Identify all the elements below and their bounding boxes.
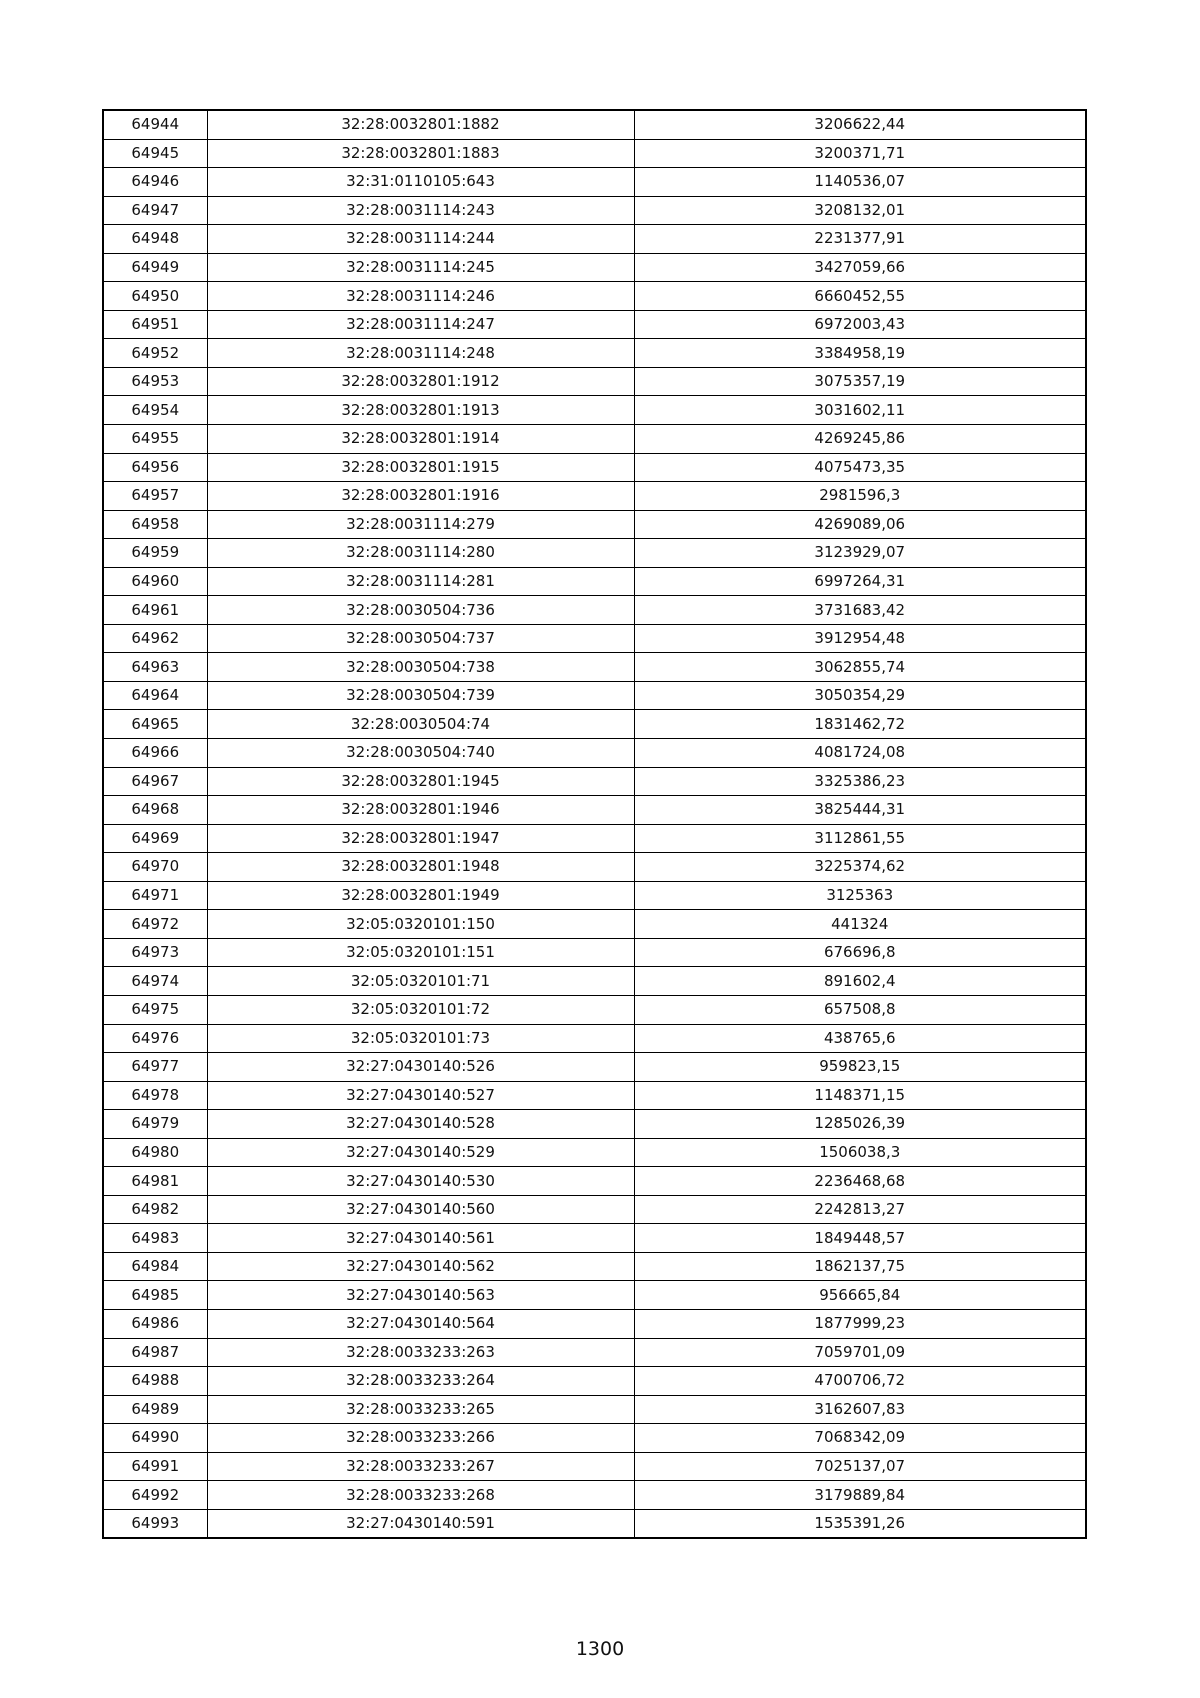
cadastral-number-cell: 32:28:0030504:74 <box>207 710 634 739</box>
row-number-cell: 64978 <box>103 1081 207 1110</box>
cadastral-value-cell: 3208132,01 <box>634 196 1086 225</box>
cadastral-number-cell: 32:28:0030504:740 <box>207 739 634 768</box>
table-row <box>103 596 1086 625</box>
row-number-cell: 64986 <box>103 1309 207 1338</box>
row-number-cell: 64990 <box>103 1424 207 1453</box>
cadastral-value-cell: 3325386,23 <box>634 767 1086 796</box>
row-number-cell: 64965 <box>103 710 207 739</box>
row-number-cell: 64963 <box>103 653 207 682</box>
cadastral-value-cell: 7059701,09 <box>634 1338 1086 1367</box>
row-number-cell: 64980 <box>103 1138 207 1167</box>
row-number-cell: 64979 <box>103 1110 207 1139</box>
cadastral-number-cell: 32:28:0030504:738 <box>207 653 634 682</box>
row-number-cell: 64970 <box>103 853 207 882</box>
table-row <box>103 110 1086 139</box>
cadastral-value-cell: 891602,4 <box>634 967 1086 996</box>
table-row <box>103 710 1086 739</box>
table-row <box>103 1053 1086 1082</box>
row-number-cell: 64981 <box>103 1167 207 1196</box>
row-number-cell: 64957 <box>103 482 207 511</box>
row-number-cell: 64991 <box>103 1452 207 1481</box>
row-number-cell: 64993 <box>103 1509 207 1538</box>
row-number-cell: 64987 <box>103 1338 207 1367</box>
cadastral-value-cell: 3112861,55 <box>634 824 1086 853</box>
cadastral-number-cell: 32:05:0320101:73 <box>207 1024 634 1053</box>
row-number-cell: 64977 <box>103 1053 207 1082</box>
cadastral-value-cell: 4269089,06 <box>634 510 1086 539</box>
cadastral-value-cell: 6972003,43 <box>634 310 1086 339</box>
table-row <box>103 510 1086 539</box>
cadastral-number-cell: 32:27:0430140:591 <box>207 1509 634 1538</box>
table-row <box>103 967 1086 996</box>
cadastral-value-cell: 1148371,15 <box>634 1081 1086 1110</box>
row-number-cell: 64971 <box>103 881 207 910</box>
table-row <box>103 196 1086 225</box>
cadastral-value-cell: 6997264,31 <box>634 567 1086 596</box>
cadastral-value-cell: 3912954,48 <box>634 624 1086 653</box>
cadastral-value-cell: 1140536,07 <box>634 168 1086 197</box>
cadastral-value-cell: 4081724,08 <box>634 739 1086 768</box>
cadastral-value-cell: 956665,84 <box>634 1281 1086 1310</box>
row-number-cell: 64961 <box>103 596 207 625</box>
row-number-cell: 64992 <box>103 1481 207 1510</box>
cadastral-value-cell: 4075473,35 <box>634 453 1086 482</box>
table-row <box>103 310 1086 339</box>
table-row <box>103 1195 1086 1224</box>
cadastral-number-cell: 32:28:0032801:1949 <box>207 881 634 910</box>
row-number-cell: 64968 <box>103 796 207 825</box>
table-row <box>103 624 1086 653</box>
cadastral-number-cell: 32:28:0032801:1883 <box>207 139 634 168</box>
table-row <box>103 453 1086 482</box>
row-number-cell: 64983 <box>103 1224 207 1253</box>
table-row <box>103 1081 1086 1110</box>
row-number-cell: 64947 <box>103 196 207 225</box>
table-row <box>103 282 1086 311</box>
row-number-cell: 64955 <box>103 425 207 454</box>
table-row <box>103 1224 1086 1253</box>
row-number-cell: 64960 <box>103 567 207 596</box>
cadastral-value-cell: 2236468,68 <box>634 1167 1086 1196</box>
row-number-cell: 64953 <box>103 367 207 396</box>
cadastral-number-cell: 32:27:0430140:563 <box>207 1281 634 1310</box>
cadastral-number-cell: 32:05:0320101:72 <box>207 995 634 1024</box>
table-row <box>103 653 1086 682</box>
cadastral-number-cell: 32:28:0030504:737 <box>207 624 634 653</box>
table-row <box>103 1367 1086 1396</box>
row-number-cell: 64967 <box>103 767 207 796</box>
row-number-cell: 64959 <box>103 539 207 568</box>
cadastral-number-cell: 32:31:0110105:643 <box>207 168 634 197</box>
cadastral-number-cell: 32:28:0032801:1948 <box>207 853 634 882</box>
table-row <box>103 1481 1086 1510</box>
cadastral-number-cell: 32:27:0430140:560 <box>207 1195 634 1224</box>
table-row <box>103 767 1086 796</box>
cadastral-number-cell: 32:28:0031114:248 <box>207 339 634 368</box>
cadastral-value-cell: 1862137,75 <box>634 1252 1086 1281</box>
cadastral-number-cell: 32:27:0430140:526 <box>207 1053 634 1082</box>
table-row <box>103 881 1086 910</box>
table-row <box>103 938 1086 967</box>
cadastral-number-cell: 32:28:0032801:1915 <box>207 453 634 482</box>
table-row <box>103 796 1086 825</box>
table-row <box>103 1138 1086 1167</box>
row-number-cell: 64954 <box>103 396 207 425</box>
cadastral-number-cell: 32:28:0030504:736 <box>207 596 634 625</box>
row-number-cell: 64944 <box>103 110 207 139</box>
table-row <box>103 1110 1086 1139</box>
cadastral-value-cell: 4269245,86 <box>634 425 1086 454</box>
cadastral-number-cell: 32:27:0430140:527 <box>207 1081 634 1110</box>
cadastral-value-cell: 438765,6 <box>634 1024 1086 1053</box>
table-row <box>103 910 1086 939</box>
cadastral-number-cell: 32:28:0033233:264 <box>207 1367 634 1396</box>
cadastral-number-cell: 32:28:0032801:1914 <box>207 425 634 454</box>
cadastral-value-cell: 441324 <box>634 910 1086 939</box>
row-number-cell: 64962 <box>103 624 207 653</box>
row-number-cell: 64958 <box>103 510 207 539</box>
table-row <box>103 995 1086 1024</box>
cadastral-value-cell: 3123929,07 <box>634 539 1086 568</box>
table-row <box>103 425 1086 454</box>
cadastral-value-cell: 3225374,62 <box>634 853 1086 882</box>
cadastral-number-cell: 32:28:0031114:246 <box>207 282 634 311</box>
table-row <box>103 539 1086 568</box>
row-number-cell: 64984 <box>103 1252 207 1281</box>
table-row <box>103 824 1086 853</box>
cadastral-number-cell: 32:28:0031114:281 <box>207 567 634 596</box>
cadastral-number-cell: 32:28:0032801:1912 <box>207 367 634 396</box>
cadastral-number-cell: 32:05:0320101:71 <box>207 967 634 996</box>
cadastral-number-cell: 32:28:0032801:1882 <box>207 110 634 139</box>
cadastral-number-cell: 32:28:0031114:280 <box>207 539 634 568</box>
cadastral-number-cell: 32:27:0430140:564 <box>207 1309 634 1338</box>
cadastral-number-cell: 32:05:0320101:150 <box>207 910 634 939</box>
table-row <box>103 1024 1086 1053</box>
cadastral-number-cell: 32:28:0031114:244 <box>207 225 634 254</box>
table-row <box>103 1309 1086 1338</box>
row-number-cell: 64975 <box>103 995 207 1024</box>
table-row <box>103 253 1086 282</box>
row-number-cell: 64950 <box>103 282 207 311</box>
cadastral-number-cell: 32:28:0031114:245 <box>207 253 634 282</box>
cadastral-number-cell: 32:28:0033233:265 <box>207 1395 634 1424</box>
cadastral-value-cell: 3731683,42 <box>634 596 1086 625</box>
table-row <box>103 225 1086 254</box>
row-number-cell: 64949 <box>103 253 207 282</box>
row-number-cell: 64969 <box>103 824 207 853</box>
cadastral-number-cell: 32:27:0430140:562 <box>207 1252 634 1281</box>
row-number-cell: 64946 <box>103 168 207 197</box>
table-row <box>103 567 1086 596</box>
table-row <box>103 139 1086 168</box>
cadastral-value-cell: 3050354,29 <box>634 681 1086 710</box>
table-body <box>103 110 1086 1538</box>
table-row <box>103 396 1086 425</box>
cadastral-value-cell: 657508,8 <box>634 995 1086 1024</box>
cadastral-number-cell: 32:27:0430140:530 <box>207 1167 634 1196</box>
cadastral-value-cell: 676696,8 <box>634 938 1086 967</box>
cadastral-value-table <box>102 109 1087 1539</box>
cadastral-value-cell: 4700706,72 <box>634 1367 1086 1396</box>
table-row <box>103 1509 1086 1538</box>
cadastral-number-cell: 32:28:0033233:263 <box>207 1338 634 1367</box>
cadastral-number-cell: 32:28:0031114:247 <box>207 310 634 339</box>
table-row <box>103 168 1086 197</box>
cadastral-number-cell: 32:27:0430140:529 <box>207 1138 634 1167</box>
cadastral-number-cell: 32:28:0033233:267 <box>207 1452 634 1481</box>
table-row <box>103 681 1086 710</box>
cadastral-value-cell: 3031602,11 <box>634 396 1086 425</box>
table-row <box>103 1167 1086 1196</box>
cadastral-number-cell: 32:28:0033233:268 <box>207 1481 634 1510</box>
row-number-cell: 64966 <box>103 739 207 768</box>
cadastral-value-cell: 3825444,31 <box>634 796 1086 825</box>
cadastral-value-cell: 1535391,26 <box>634 1509 1086 1538</box>
row-number-cell: 64974 <box>103 967 207 996</box>
table-row <box>103 1338 1086 1367</box>
table-row <box>103 739 1086 768</box>
cadastral-value-cell: 7068342,09 <box>634 1424 1086 1453</box>
table-row <box>103 1252 1086 1281</box>
cadastral-number-cell: 32:28:0032801:1945 <box>207 767 634 796</box>
cadastral-number-cell: 32:28:0030504:739 <box>207 681 634 710</box>
cadastral-value-cell: 3162607,83 <box>634 1395 1086 1424</box>
row-number-cell: 64988 <box>103 1367 207 1396</box>
cadastral-number-cell: 32:05:0320101:151 <box>207 938 634 967</box>
table-row <box>103 1452 1086 1481</box>
row-number-cell: 64982 <box>103 1195 207 1224</box>
table-row <box>103 853 1086 882</box>
row-number-cell: 64972 <box>103 910 207 939</box>
cadastral-value-cell: 2231377,91 <box>634 225 1086 254</box>
table-row <box>103 367 1086 396</box>
cadastral-value-cell: 3179889,84 <box>634 1481 1086 1510</box>
cadastral-value-cell: 1831462,72 <box>634 710 1086 739</box>
row-number-cell: 64976 <box>103 1024 207 1053</box>
cadastral-value-cell: 3384958,19 <box>634 339 1086 368</box>
table-row <box>103 1281 1086 1310</box>
cadastral-value-cell: 3062855,74 <box>634 653 1086 682</box>
table-row <box>103 1395 1086 1424</box>
cadastral-value-cell: 1506038,3 <box>634 1138 1086 1167</box>
row-number-cell: 64964 <box>103 681 207 710</box>
row-number-cell: 64948 <box>103 225 207 254</box>
row-number-cell: 64951 <box>103 310 207 339</box>
table-row <box>103 1424 1086 1453</box>
cadastral-number-cell: 32:28:0033233:266 <box>207 1424 634 1453</box>
cadastral-value-cell: 3206622,44 <box>634 110 1086 139</box>
row-number-cell: 64945 <box>103 139 207 168</box>
cadastral-value-cell: 6660452,55 <box>634 282 1086 311</box>
cadastral-number-cell: 32:28:0032801:1946 <box>207 796 634 825</box>
cadastral-value-cell: 3075357,19 <box>634 367 1086 396</box>
cadastral-value-cell: 1285026,39 <box>634 1110 1086 1139</box>
cadastral-number-cell: 32:28:0031114:279 <box>207 510 634 539</box>
table-row <box>103 339 1086 368</box>
cadastral-value-cell: 959823,15 <box>634 1053 1086 1082</box>
cadastral-value-cell: 3125363 <box>634 881 1086 910</box>
row-number-cell: 64989 <box>103 1395 207 1424</box>
cadastral-value-cell: 2981596,3 <box>634 482 1086 511</box>
cadastral-value-cell: 3427059,66 <box>634 253 1086 282</box>
cadastral-value-cell: 1877999,23 <box>634 1309 1086 1338</box>
cadastral-number-cell: 32:28:0032801:1947 <box>207 824 634 853</box>
cadastral-value-cell: 2242813,27 <box>634 1195 1086 1224</box>
cadastral-value-cell: 1849448,57 <box>634 1224 1086 1253</box>
table-row <box>103 482 1086 511</box>
page-number: 1300 <box>575 1638 625 1660</box>
row-number-cell: 64985 <box>103 1281 207 1310</box>
cadastral-number-cell: 32:27:0430140:561 <box>207 1224 634 1253</box>
cadastral-number-cell: 32:27:0430140:528 <box>207 1110 634 1139</box>
row-number-cell: 64952 <box>103 339 207 368</box>
cadastral-number-cell: 32:28:0031114:243 <box>207 196 634 225</box>
cadastral-value-cell: 7025137,07 <box>634 1452 1086 1481</box>
cadastral-value-cell: 3200371,71 <box>634 139 1086 168</box>
cadastral-number-cell: 32:28:0032801:1916 <box>207 482 634 511</box>
row-number-cell: 64956 <box>103 453 207 482</box>
row-number-cell: 64973 <box>103 938 207 967</box>
cadastral-number-cell: 32:28:0032801:1913 <box>207 396 634 425</box>
